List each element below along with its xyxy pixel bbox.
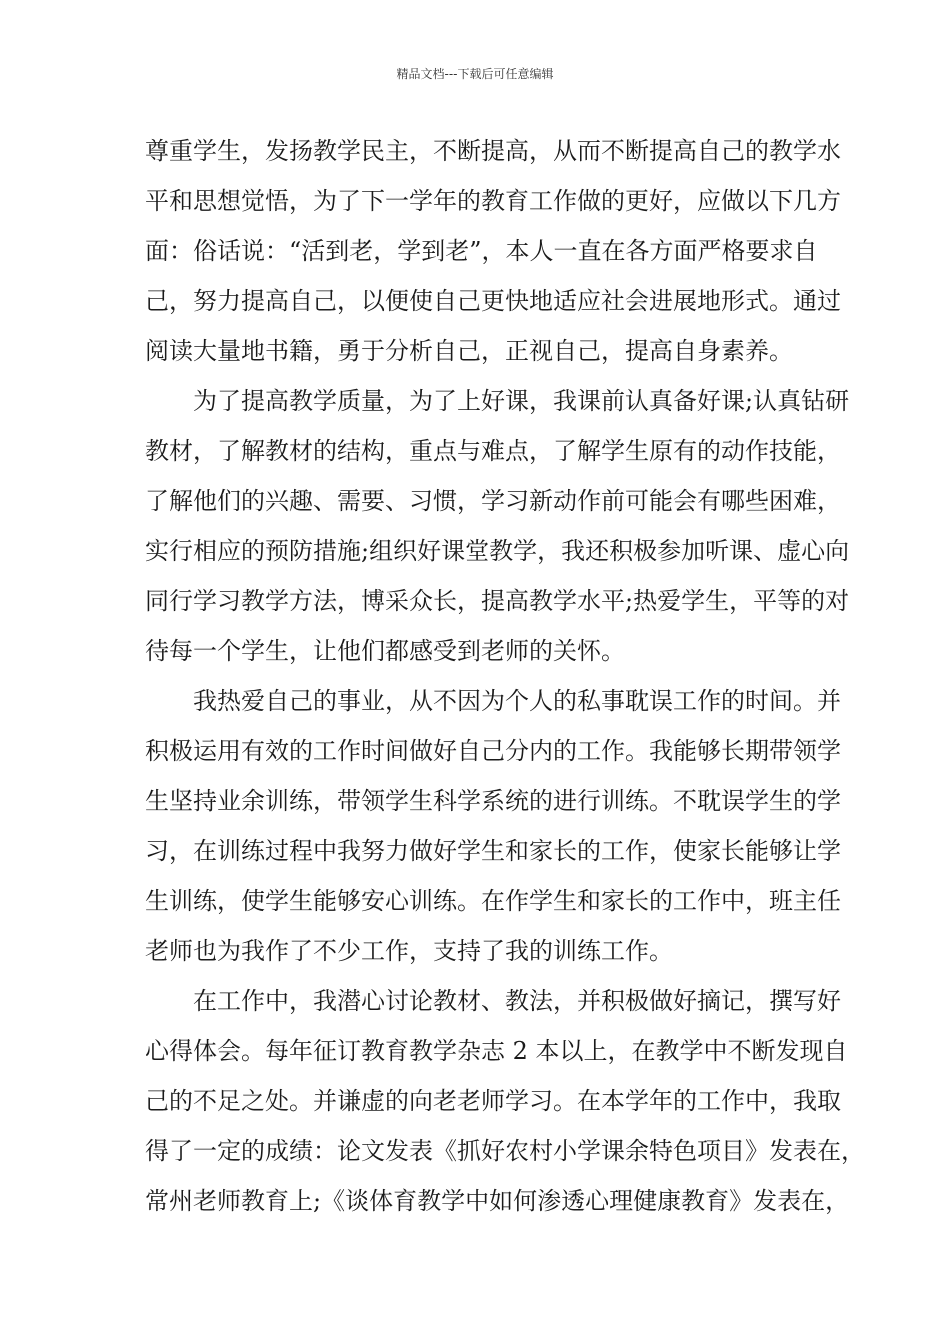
text-line: 实行相应的预防措施;组织好课堂教学，我还积极参加听课、虚心向 <box>145 537 850 565</box>
text-line: 常州老师教育上;《谈体育教学中如何渗透心理健康教育》发表在， <box>145 1187 850 1215</box>
text-line: 面：俗话说：“活到老，学到老”，本人一直在各方面严格要求自 <box>145 237 818 265</box>
text-line: 心得体会。每年征订教育教学杂志 2 本以上，在教学中不断发现自 <box>145 1037 848 1065</box>
text-line: 尊重学生，发扬教学民主，不断提高，从而不断提高自己的教学水 <box>145 137 841 165</box>
paragraph-first-line: 我热爱自己的事业，从不因为个人的私事耽误工作的时间。并 <box>193 687 841 715</box>
text-line: 生训练，使学生能够安心训练。在作学生和家长的工作中，班主任 <box>145 887 841 915</box>
text-line: 习，在训练过程中我努力做好学生和家长的工作，使家长能够让学 <box>145 837 841 865</box>
paragraph-first-line: 为了提高教学质量，为了上好课，我课前认真备好课;认真钻研 <box>193 387 850 415</box>
text-line: 己的不足之处。并谦虚的向老老师学习。在本学年的工作中，我取 <box>145 1087 841 1115</box>
text-line: 生坚持业余训练，带领学生科学系统的进行训练。不耽误学生的学 <box>145 787 841 815</box>
text-line: 积极运用有效的工作时间做好自己分内的工作。我能够长期带领学 <box>145 737 841 765</box>
paragraph-first-line: 在工作中，我潜心讨论教材、教法，并积极做好摘记，撰写好 <box>193 987 841 1015</box>
text-line: 阅读大量地书籍，勇于分析自己，正视自己，提高自身素养。 <box>145 337 793 365</box>
page-header: 精品文档---下载后可任意编辑 <box>396 67 554 81</box>
text-line: 平和思想觉悟，为了下一学年的教育工作做的更好，应做以下几方 <box>145 187 841 215</box>
text-line: 了解他们的兴趣、需要、习惯，学习新动作前可能会有哪些困难， <box>145 487 841 515</box>
text-line: 同行学习教学方法，博采众长，提高教学水平;热爱学生，平等的对 <box>145 587 850 615</box>
document-body <box>145 126 865 1226</box>
text-line: 待每一个学生，让他们都感受到老师的关怀。 <box>145 637 625 665</box>
text-line: 教材，了解教材的结构，重点与难点，了解学生原有的动作技能， <box>145 437 841 465</box>
text-line: 老师也为我作了不少工作，支持了我的训练工作。 <box>145 937 673 965</box>
text-line: 己，努力提高自己，以便使自己更快地适应社会进展地形式。通过 <box>145 287 841 315</box>
text-line: 得了一定的成绩：论文发表《抓好农村小学课余特色项目》发表在， <box>145 1137 865 1165</box>
